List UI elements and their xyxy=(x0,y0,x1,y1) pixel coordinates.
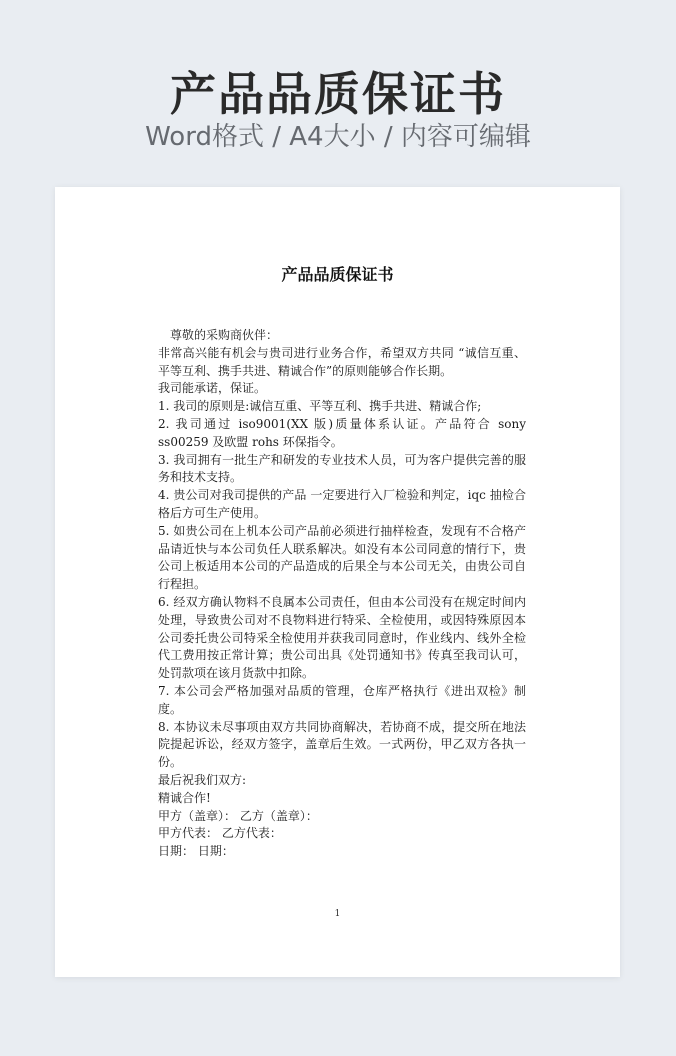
document-title: 产品品质保证书 xyxy=(281,265,394,284)
banner-title: 产品品质保证书 xyxy=(170,67,506,121)
signature-representative-line: 甲方代表： 乙方代表： xyxy=(158,826,282,841)
closing-cooperation: 精诚合作! xyxy=(158,790,211,805)
clause-4: 4. 贵公司对我司提供的产品 一定要进行入厂检验和判定，iqc 抽检合格后方可生产使用。 xyxy=(158,488,526,520)
page-number: 1 xyxy=(334,909,341,919)
clause-5: 5. 如贵公司在上机本公司产品前必须进行抽样检查，发现有不合格产品请近快与本公司负任人联系解决。如没有本公司同意的情行下，贵公司上板适用本公司的产品造成的后果全与本公司无关，由贵公司自行程担。 xyxy=(158,523,526,592)
signature-seal-line: 甲方（盖章）： 乙方（盖章）： xyxy=(158,808,318,823)
promise-line: 我司能承诺，保证。 xyxy=(158,381,267,396)
document-body xyxy=(158,327,526,861)
signature-date-line: 日期： 日期： xyxy=(158,844,234,859)
clause-6: 6. 经双方确认物料不良属本公司责任，但由本公司没有在规定时间内处理，导致贵公司对不良物料进行特采、全检使用，或因特殊原因本公司委托贵公司特采全检使用并获我司同意时，作业线内、线外全检代工费用按正常计算；贵公司出具《处罚通知书》传真至我司认可，处罚款项在该月货款中扣除。 xyxy=(158,594,526,681)
clause-7: 7. 本公司会严格加强对品质的管理，仓库严格执行《进出双检》制度。 xyxy=(158,683,526,716)
intro-paragraph: 非常高兴能有机会与贵司进行业务合作，希望双方共同 “诚信互重、平等互利、携手共进、精诚合作”的原则能够合作长期。 xyxy=(158,345,526,378)
greeting-line: 尊敬的采购商伙伴： xyxy=(170,328,279,342)
document-page xyxy=(55,187,620,977)
clause-3: 3. 我司拥有一批生产和研发的专业技术人员，可为客户提供完善的服务和技术支持。 xyxy=(158,452,526,485)
clause-1: 1. 我司的原则是:诚信互重、平等互利、携手共进、精诚合作; xyxy=(158,399,482,414)
banner-subtitle: Word格式 / A4大小 / 内容可编辑 xyxy=(145,122,531,152)
clause-2: 2. 我司通过 iso9001(XX 版)质量体系认证。产品符合 sony ss00259 及欧盟 rohs 环保指令。 xyxy=(158,416,526,449)
closing-wish: 最后祝我们双方: xyxy=(158,772,247,787)
clause-8: 8. 本协议未尽事项由双方共同协商解决，若协商不成，提交所在地法院提起诉讼，经双方签字，盖章后生效。一式两份，甲乙双方各执一份。 xyxy=(158,719,526,770)
